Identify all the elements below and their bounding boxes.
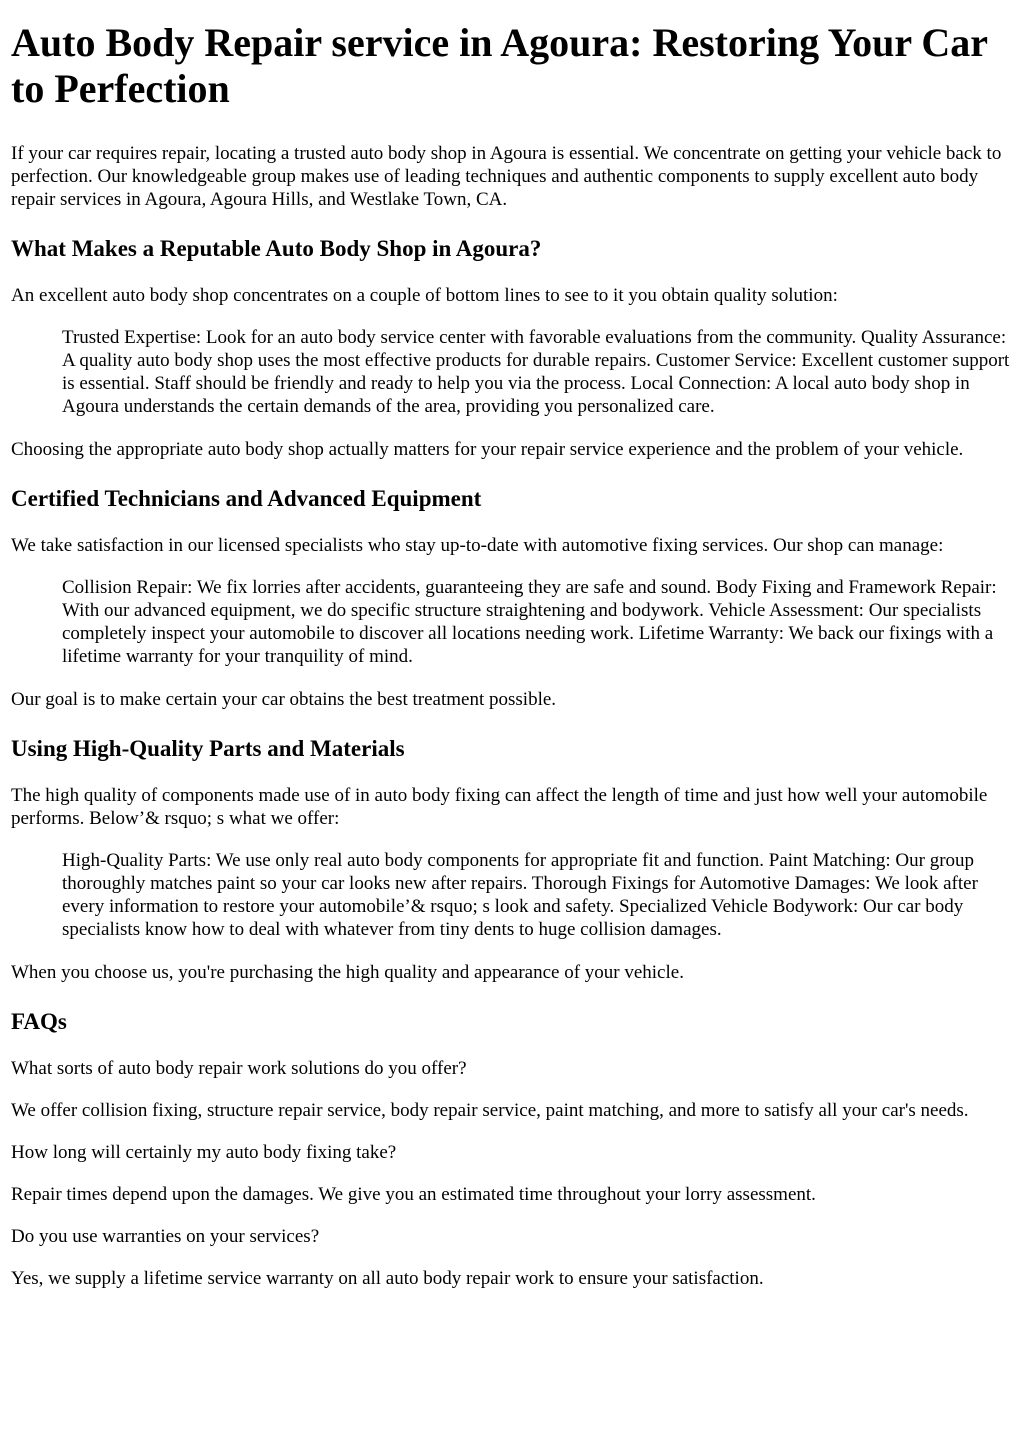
faq-question: How long will certainly my auto body fixing take?	[11, 1142, 397, 1163]
section-quality-parts	[11, 735, 1014, 984]
section-closing: When you choose us, you're purchasing the high quality and appearance of your vehicle.	[11, 962, 684, 983]
page-title: Auto Body Repair service in Agoura: Restoring Your Car to Perfection	[11, 20, 988, 111]
section-quote: Collision Repair: We fix lorries after accidents, guaranteeing they are safe and sound. Body Fixing and Framework Repair: With our advanced equipment, we do specific structure straightening and bodywork. Vehicle Assessment: Our specialists completely inspect your automobile to discover all locations needing work. Lifetime Warranty: We back our fixings with a lifetime warranty for your tranquility of mind.	[62, 577, 997, 667]
faq-answer: We offer collision fixing, structure repair service, body repair service, paint matching, and more to satisfy all your car's needs.	[11, 1100, 969, 1121]
faq-question: Do you use warranties on your services?	[11, 1226, 320, 1247]
section-closing: Our goal is to make certain your car obtains the best treatment possible.	[11, 689, 557, 710]
section-lead: We take satisfaction in our licensed specialists who stay up-to-date with automotive fixing services. Our shop can manage:	[11, 535, 944, 556]
section-lead: An excellent auto body shop concentrates on a couple of bottom lines to see to it you obtain quality solution:	[11, 285, 838, 306]
faq-answer: Yes, we supply a lifetime service warranty on all auto body repair work to ensure your satisfaction.	[11, 1268, 764, 1289]
faq-question: What sorts of auto body repair work solutions do you offer?	[11, 1058, 467, 1079]
section-quote: Trusted Expertise: Look for an auto body service center with favorable evaluations from the community. Quality Assurance: A quality auto body shop uses the most effective products for durable repairs. Customer Service: Excellent customer support is essential. Staff should be friendly and ready to help you via the process. Local Connection: A local auto body shop in Agoura understands the certain demands of the area, providing you personalized care.	[62, 327, 1010, 417]
section-heading: What Makes a Reputable Auto Body Shop in Agoura?	[11, 236, 542, 261]
faq-heading: FAQs	[11, 1009, 67, 1034]
section-heading: Using High-Quality Parts and Materials	[11, 736, 405, 761]
faq-section	[11, 1008, 1014, 1290]
section-heading: Certified Technicians and Advanced Equipment	[11, 486, 482, 511]
faq-answer: Repair times depend upon the damages. We give you an estimated time throughout your lorry assessment.	[11, 1184, 816, 1205]
section-reputable-shop	[11, 235, 1014, 461]
section-lead: The high quality of components made use of in auto body fixing can affect the length of time and just how well your automobile performs. Below’& rsquo; s what we offer:	[11, 785, 988, 829]
intro-paragraph: If your car requires repair, locating a trusted auto body shop in Agoura is essential. We concentrate on getting your vehicle back to perfection. Our knowledgeable group makes use of leading techniques and authentic components to supply excellent auto body repair services in Agoura, Agoura Hills, and Westlake Town, CA.	[11, 143, 1002, 210]
section-certified-technicians	[11, 485, 1014, 711]
section-quote: High-Quality Parts: We use only real auto body components for appropriate fit and function. Paint Matching: Our group thoroughly matches paint so your car looks new after repairs. Thorough Fixings for Automotive Damages: We look after every information to restore your automobile’& rsquo; s look and safety. Specialized Vehicle Bodywork: Our car body specialists know how to deal with whatever from tiny dents to huge collision damages.	[62, 850, 978, 940]
section-closing: Choosing the appropriate auto body shop actually matters for your repair service experience and the problem of your vehicle.	[11, 439, 964, 460]
